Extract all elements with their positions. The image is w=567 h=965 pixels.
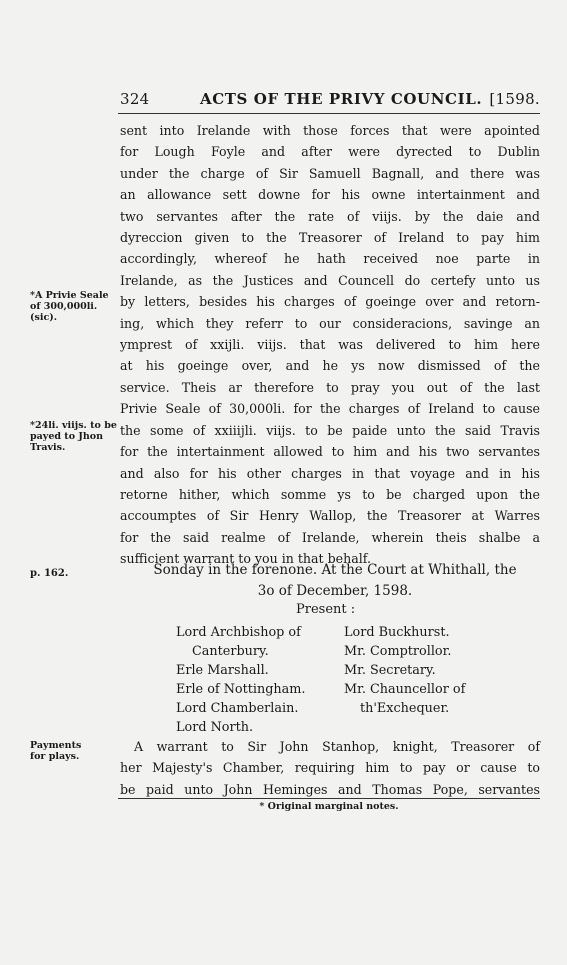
passage-line: service. Theis ar therefore to pray you out of the last — [120, 379, 540, 395]
passage-line: for the intertainment allowed to him and his two servantes — [120, 444, 540, 460]
margin-note-payments: Payments for plays. — [30, 740, 82, 762]
passage-line: her Majesty's Chamber, requiring him to pay or cause to — [120, 760, 540, 776]
margin-note-page-ref: p. 162. — [30, 568, 69, 579]
attendee: Lord Buckhurst. — [344, 625, 450, 640]
footnote-rule — [118, 798, 540, 799]
running-year: [1598. — [489, 90, 540, 108]
footnote: * Original marginal notes. — [259, 801, 399, 812]
attendee: Canterbury. — [192, 644, 269, 659]
present-heading: Present : — [296, 602, 356, 617]
margin-note-privie-seale: *A Privie Seale of 300,000li. (sic). — [30, 290, 109, 323]
passage-line: Privie Seale of 30,000li. for the charges of Ireland to cause — [120, 401, 540, 417]
passage-line: A warrant to Sir John Stanhop, knight, Treasorer of — [134, 739, 540, 754]
passage-line: the some of xxiiijli. viijs. to be paide unto the said Travis — [120, 422, 540, 438]
header-rule — [118, 113, 540, 114]
running-header — [120, 90, 540, 112]
attendee: Mr. Chauncellor of — [344, 682, 466, 697]
passage-line: accoumptes of Sir Henry Wallop, the Treasorer at Warres — [120, 508, 540, 524]
passage-line: two servantes after the rate of viijs. by the daie and — [120, 208, 540, 224]
running-title: ACTS OF THE PRIVY COUNCIL. — [200, 90, 483, 108]
meeting-line-1: Sonday in the forenone. At the Court at Whithall, the — [153, 562, 517, 578]
passage-payments-for-plays — [120, 736, 540, 800]
passage-line: ing, which they referr to our consideracions, savinge an — [120, 315, 540, 331]
meeting-line-2: 3o of December, 1598. — [257, 583, 413, 599]
passage-line: dyreccion given to the Treasorer of Ireland to pay him — [120, 230, 540, 246]
attendee: Lord North. — [176, 720, 254, 735]
attendee: Mr. Secretary. — [344, 663, 436, 678]
passage-line: ymprest of xxijli. viijs. that was delivered to him here — [120, 337, 540, 353]
page-number: 324 — [120, 90, 150, 108]
attendee: Erle Marshall. — [176, 663, 269, 678]
attendee: Lord Archbishop of — [176, 625, 301, 640]
passage-line: accordingly, whereof he hath received noe parte in — [120, 251, 540, 267]
passage-line: and also for his other charges in that voyage and in his — [120, 465, 540, 481]
attendee: th'Exchequer. — [360, 701, 450, 716]
margin-note-payed-travis: *24li. viijs. to be payed to Jhon Travis. — [30, 420, 117, 453]
present-right-column — [344, 623, 465, 718]
passage-line: retorne hither, which somme ys to be charged upon the — [120, 486, 540, 502]
passage-line: Irelande, as the Justices and Councell do certefy unto us — [120, 272, 540, 288]
passage-line: sent into Irelande with those forces that were apointed — [120, 123, 540, 138]
passage-travis-warrant — [120, 120, 540, 570]
passage-line: an allowance sett downe for his owne intertainment and — [120, 187, 540, 203]
passage-line: for Lough Foyle and after were dyrected to Dublin — [120, 144, 540, 160]
passage-line: by letters, besides his charges of goeinge over and retorn- — [120, 294, 540, 310]
present-left-column — [176, 623, 306, 737]
passage-line: for the said realme of Irelande, wherein theis shalbe a — [120, 529, 540, 545]
attendee: Erle of Nottingham. — [176, 682, 306, 697]
passage-line: under the charge of Sir Samuell Bagnall, and there was — [120, 165, 540, 181]
passage-line: at his goeinge over, and he ys now dismissed of the — [120, 358, 540, 374]
meeting-heading — [130, 560, 540, 602]
passage-line: sufficient warrant to you in that behalf. — [120, 551, 371, 567]
attendee: Lord Chamberlain. — [176, 701, 299, 716]
attendee: Mr. Comptrollor. — [344, 644, 452, 659]
passage-line: be paid unto John Heminges and Thomas Pope, servantes — [120, 781, 540, 797]
